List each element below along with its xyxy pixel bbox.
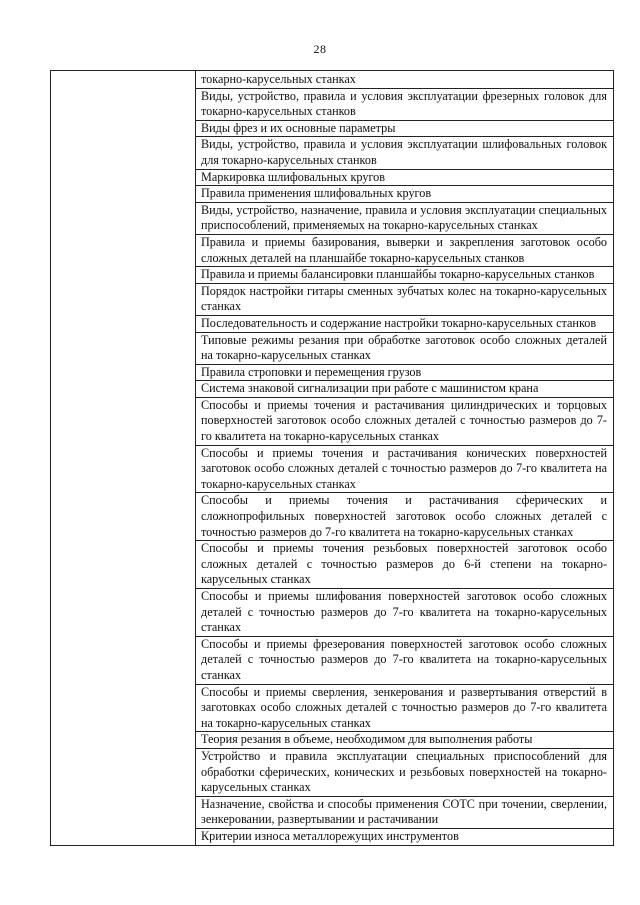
- row-text: Критерии износа металлорежущих инструментов: [201, 828, 459, 843]
- row-text: Виды, устройство, назначение, правила и условия эксплуатации специальных приспособлений, применяемых на токарно-карусельных станках: [201, 202, 607, 233]
- table-cell: [196, 589, 614, 637]
- row-text: Виды фрез и их основные параметры: [201, 120, 396, 135]
- table-cell: [196, 684, 614, 732]
- table-row: [51, 71, 614, 89]
- knowledge-table: [50, 70, 614, 846]
- row-text: Виды, устройство, правила и условия эксплуатации шлифовальных головок для токарно-карусельных станков: [201, 137, 607, 167]
- table-cell: [196, 445, 614, 493]
- table-cell: [196, 137, 614, 169]
- table-cell: [196, 332, 614, 364]
- row-text: Способы и приемы точения и растачивания сферических и сложнопрофильных поверхностей заготовок особо сложных деталей с точностью размеров до 7-го квалитета на токарно-карусельных станках: [201, 493, 607, 539]
- table-cell: [196, 234, 614, 266]
- row-text: Способы и приемы точения и растачивания конических поверхностей заготовок особо сложных деталей с точностью размеров до 7-го квалитета на токарно-карусельных станках: [201, 445, 607, 491]
- row-text: Правила и приемы балансировки планшайбы токарно-карусельных станков: [201, 267, 595, 282]
- table-cell: [196, 71, 614, 89]
- table-cell: [196, 88, 614, 120]
- table-cell: [196, 748, 614, 796]
- table-cell: [196, 381, 614, 398]
- table-cell: [196, 397, 614, 445]
- table-cell: [196, 202, 614, 234]
- row-text: Виды, устройство, правила и условия эксплуатации фрезерных головок для токарно-карусельных станков: [201, 88, 607, 119]
- table-cell: [196, 283, 614, 315]
- table-cell: [196, 796, 614, 828]
- row-text: Способы и приемы шлифования поверхностей заготовок особо сложных деталей с точностью размеров до 7-го квалитета на токарно-карусельных станках: [201, 589, 607, 635]
- row-text: Теория резания в объеме, необходимом для выполнения работы: [201, 732, 533, 747]
- table-cell: [196, 169, 614, 186]
- row-text: Типовые режимы резания при обработке заготовок особо сложных деталей на токарно-карусельных станках: [201, 332, 607, 363]
- table-cell: [196, 732, 614, 749]
- table-cell: [196, 267, 614, 284]
- table-cell: [196, 120, 614, 137]
- row-text: Правила строповки и перемещения грузов: [201, 364, 422, 379]
- row-text: Система знаковой сигнализации при работе с машинистом крана: [201, 381, 539, 396]
- left-column-cell: [51, 71, 196, 846]
- row-text: Маркировка шлифовальных кругов: [201, 169, 385, 184]
- table-cell: [196, 186, 614, 203]
- row-text: Способы и приемы сверления, зенкерования и развертывания отверстий в заготовках особо сложных деталей с точностью размеров до 7-го квалитета на токарно-карусельных станках: [201, 684, 607, 730]
- table-cell: [196, 541, 614, 589]
- table-cell: [196, 636, 614, 684]
- row-text: Способы и приемы фрезерования поверхностей заготовок особо сложных деталей с точностью размеров до 7-го квалитета на токарно-карусельных станках: [201, 636, 607, 682]
- row-text: Порядок настройки гитары сменных зубчатых колес на токарно-карусельных станках: [201, 283, 607, 314]
- row-text: токарно-карусельных станках: [201, 72, 356, 86]
- page-number: 28: [313, 42, 327, 56]
- row-text: Способы и приемы точения резьбовых поверхностей заготовок особо сложных деталей с точностью размеров до 6-й степени на токарно-карусельных станках: [201, 541, 607, 587]
- table-cell: [196, 315, 614, 332]
- row-text: Правила применения шлифовальных кругов: [201, 186, 432, 201]
- table-cell: [196, 493, 614, 541]
- table-cell: [196, 828, 614, 845]
- row-text: Устройство и правила эксплуатации специальных приспособлений для обработки сферических, конических и резьбовых поверхностей на токарно-карусельных станках: [201, 748, 607, 795]
- row-text: Способы и приемы точения и растачивания цилиндрических и торцовых поверхностей заготовок особо сложных деталей с точностью размеров до 7-го квалитета на токарно-карусельных станках: [201, 397, 607, 444]
- table-cell: [196, 364, 614, 381]
- row-text: Правила и приемы базирования, выверки и закрепления заготовок особо сложных деталей на планшайбе токарно-карусельных станков: [201, 234, 607, 265]
- row-text: Последовательность и содержание настройки токарно-карусельных станков: [201, 315, 597, 330]
- row-text: Назначение, свойства и способы применения СОТС при точении, сверлении, зенкеровании, развертывании и растачивании: [201, 796, 607, 827]
